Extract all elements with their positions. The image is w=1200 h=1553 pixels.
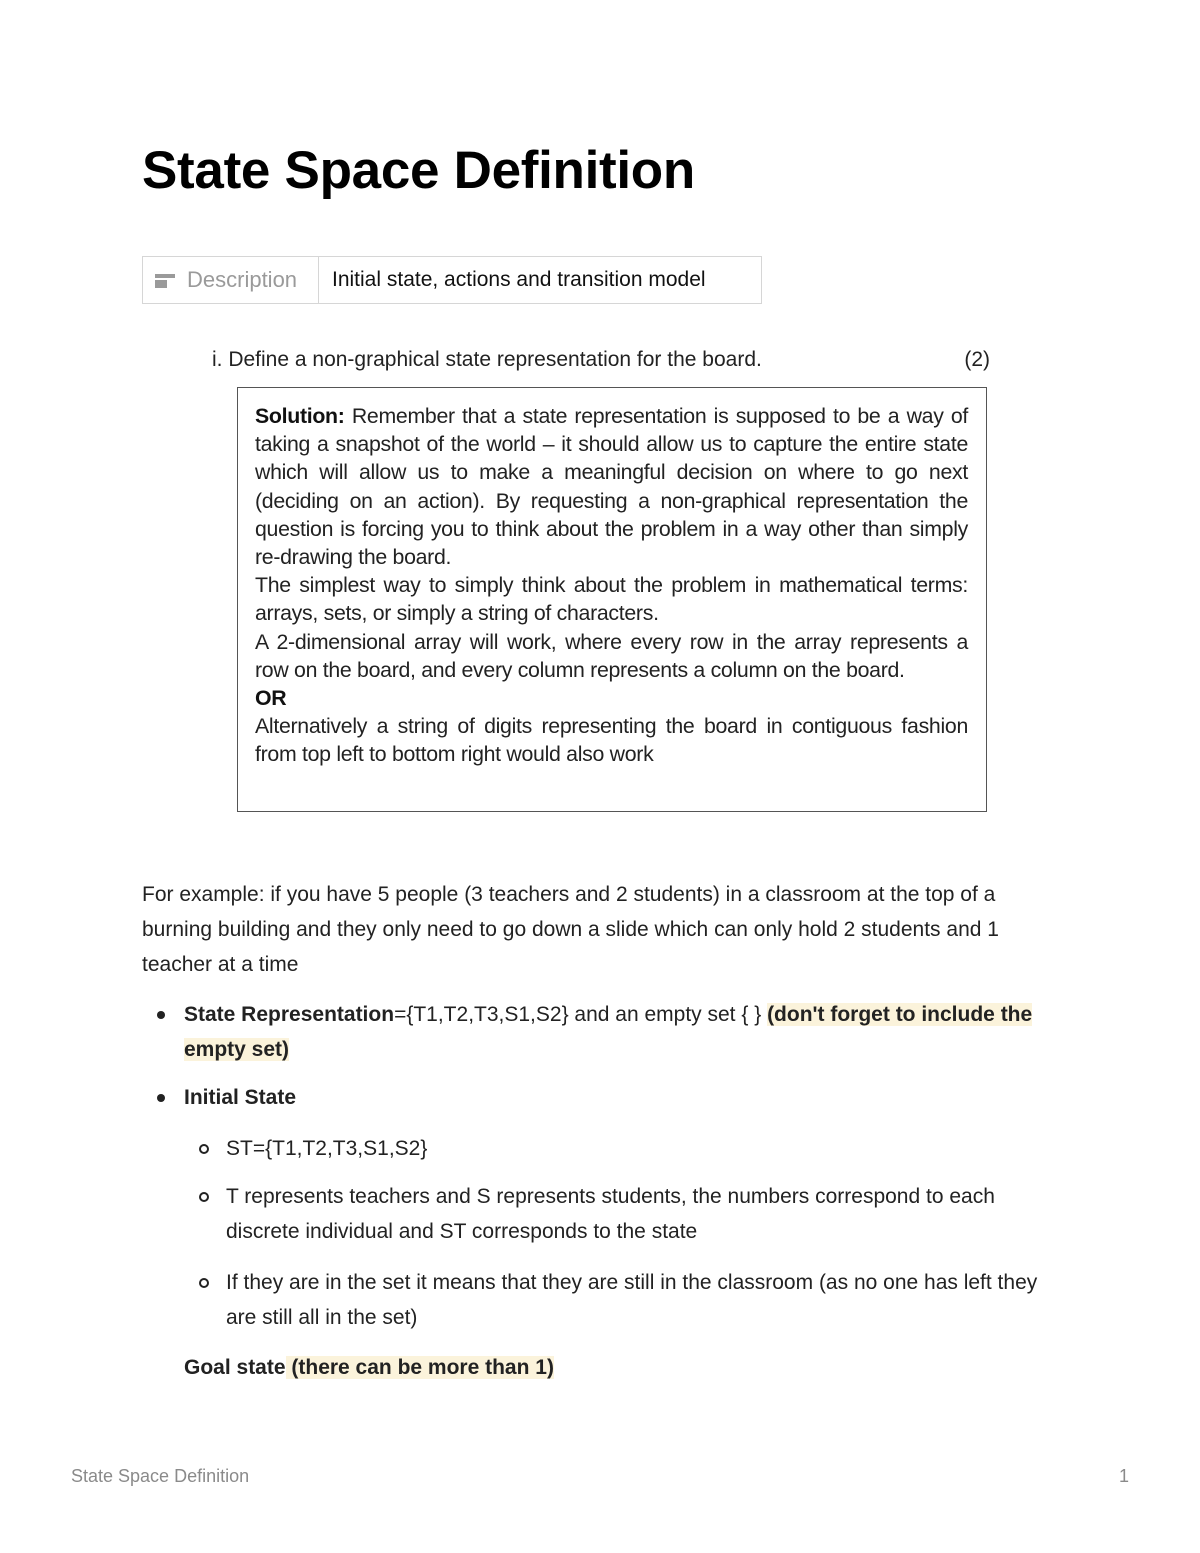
bullet-list-initial <box>142 1080 1062 1115</box>
solution-text-1: Remember that a state representation is supposed to be a way of taking a snapshot of the world – it should allow us to capture the entire state which will allow us to make a meaningful decision on where to go next (deciding on an action). By requesting a non-graphical representation the question is forcing you to think about the problem in a way other than simply re-drawing the board. <box>255 404 968 570</box>
state-rep-label: State Representation <box>184 1003 395 1026</box>
solution-or <box>255 684 968 712</box>
solution-or-label: OR <box>255 686 287 711</box>
solution-label: Solution: <box>255 404 345 428</box>
sub-item-explanation: T represents teachers and S represents students, the numbers correspond to each discrete individual and ST corresponds to the state <box>142 1179 1062 1249</box>
sub-list-3 <box>142 1265 1062 1335</box>
property-value[interactable]: Initial state, actions and transition model <box>332 268 706 291</box>
goal-state-line <box>142 1350 1062 1385</box>
bullet-list <box>142 997 1062 1067</box>
solution-paragraph-4: Alternatively a string of digits representing the board in contiguous fashion from top left to bottom right would also work <box>255 714 968 767</box>
question-line <box>212 348 990 372</box>
initial-state-label: Initial State <box>184 1086 297 1109</box>
sub-item-st: ST={T1,T2,T3,S1,S2} <box>142 1131 1062 1166</box>
sub-item-set-meaning: If they are in the set it means that they are still in the classroom (as no one has left they are still all in the set) <box>142 1265 1062 1335</box>
goal-state-label: Goal state <box>184 1356 286 1379</box>
solution-box <box>237 387 987 812</box>
state-rep-text: ={T1,T2,T3,S1,S2} and an empty set { } <box>394 1003 768 1026</box>
example-intro: For example: if you have 5 people (3 teachers and 2 students) in a classroom at the top of a burning building and they only need to go down a slide which can only hold 2 students and 1 teacher at a time <box>142 883 999 976</box>
property-key <box>143 257 319 303</box>
property-row-description <box>142 256 762 304</box>
sub-list-2 <box>142 1179 1062 1249</box>
list-item-state-representation <box>142 997 1062 1067</box>
solution-paragraph-1 <box>255 402 968 571</box>
text-property-icon <box>155 272 175 288</box>
state-rep-note: (don't forget to include the empty set) <box>184 1003 1033 1061</box>
question-text: i. Define a non-graphical state representation for the board. <box>212 348 762 371</box>
question-marks: (2) <box>964 348 990 371</box>
footer-page-number: 1 <box>1118 1466 1129 1486</box>
footer-title: State Space Definition <box>71 1466 250 1486</box>
page-title: State Space Definition <box>142 141 695 200</box>
solution-paragraph-3: A 2-dimensional array will work, where every row in the array represents a row on the board, and every column represents a column on the board. <box>255 629 968 682</box>
goal-state-note: (there can be more than 1) <box>285 1356 554 1379</box>
sub-list <box>142 1131 1062 1166</box>
solution-paragraph-2: The simplest way to simply think about the problem in mathematical terms: arrays, sets, or simply a string of characters. <box>255 573 968 626</box>
property-key-label: Description <box>187 267 298 292</box>
list-item-initial-state <box>142 1080 1062 1115</box>
